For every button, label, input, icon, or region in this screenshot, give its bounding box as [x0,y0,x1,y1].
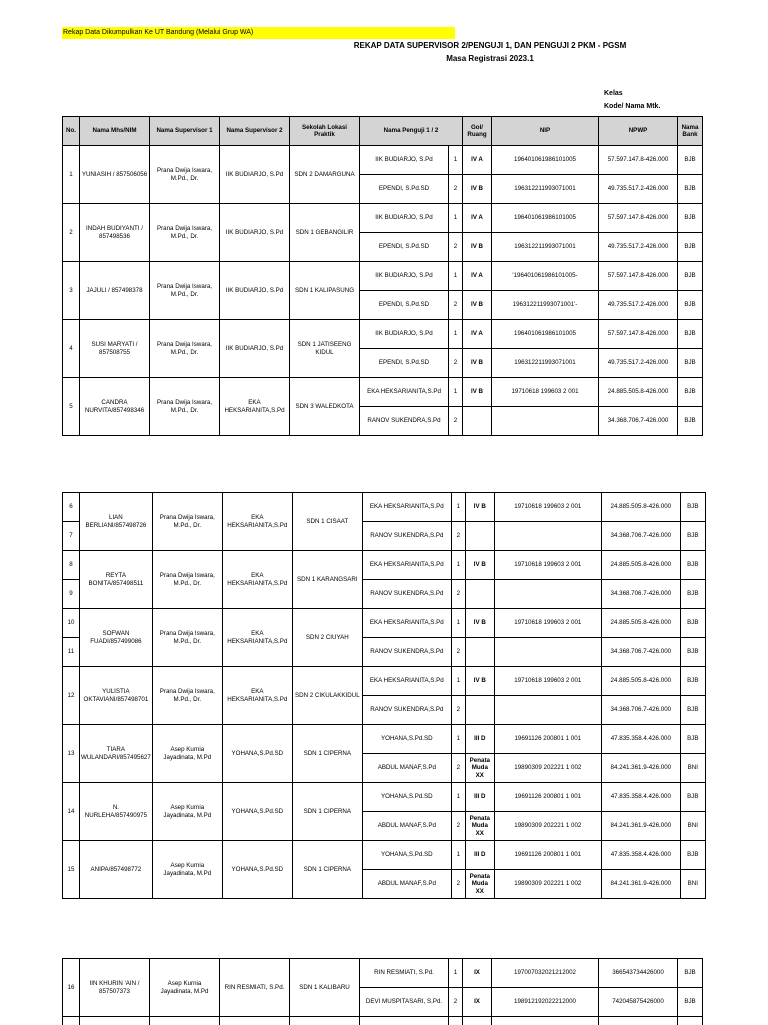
student-name-nim: YUNIASIH / 857506056 [80,146,150,204]
supervisor-1: Prana Dwija Iswara, M.Pd., Dr. [150,378,220,436]
supervisor-1: Asep Kurnia Jayadinata, M.Pd [152,783,222,841]
examiner-name: RANOV SUKENDRA,S.Pd [362,522,451,551]
continued-cell [463,1017,492,1025]
student-no: 10 [63,609,80,638]
examiner-gol [465,696,494,725]
examiner-bank: BJB [678,988,703,1017]
continued-cell [220,1017,290,1025]
examiner-name: ABDUL MANAF,S.Pd [362,754,451,783]
student-name-nim: JAJULI / 857498378 [80,262,150,320]
examiner-bank: BJB [678,320,703,349]
table-row-continued [63,1017,703,1025]
examiner-nip: 19710618 199603 2 001 [494,609,601,638]
examiner-npwp: 24.885.505.8-426.000 [601,551,680,580]
supervisor-2: EKA HEKSARIANITA,S.Pd [222,667,292,725]
examiner-nip: '196401061986101005- [492,262,599,291]
examiner-gol: IV B [465,609,494,638]
supervisor-2: IIK BUDIARJO, S.Pd [220,262,290,320]
examiner-npwp: 84.241.361.9-426.000 [601,812,680,841]
student-name-nim: N. NURLEHA/857490975 [80,783,153,841]
continued-cell [360,1017,449,1025]
examiner-bank: BJB [680,551,705,580]
examiner-name: YOHANA,S.Pd.SD [362,725,451,754]
supervisor-2: EKA HEKSARIANITA,S.Pd [222,493,292,551]
examiner-gol: IV B [463,291,492,320]
kelas-label: Kelas [604,90,623,97]
examiner-npwp: 49.735.517.2-426.000 [599,175,678,204]
examiner-nip [494,696,601,725]
student-name-nim: ANIPA/857498772 [80,841,153,899]
examiner-nip: 19710618 199603 2 001 [492,378,599,407]
table-row [63,378,703,407]
supervisor-2: EKA HEKSARIANITA,S.Pd [222,551,292,609]
table-row [63,493,706,522]
examiner-npwp: 742045875426000 [599,988,678,1017]
examiner-index: 2 [449,988,463,1017]
supervisor-1: Asep Kurnia Jayadinata, M.Pd [152,841,222,899]
student-no: 12 [63,667,80,725]
examiner-npwp: 34.368.706.7-426.000 [601,580,680,609]
student-name-nim: CANDRA NURVITA/857498346 [80,378,150,436]
table-row [63,146,703,175]
examiner-nip [494,580,601,609]
school-location: SDN 1 JATISEENG KIDUL [290,320,360,378]
examiner-npwp: 49.735.517.2-426.000 [599,349,678,378]
examiner-npwp: 24.885.505.8-426.000 [599,378,678,407]
examiner-gol: IV B [465,551,494,580]
supervisor-2: IIK BUDIARJO, S.Pd [220,146,290,204]
supervisor-2: YOHANA,S.Pd.SD [222,783,292,841]
examiner-bank: BNI [680,812,705,841]
student-no: 5 [63,378,80,436]
examiner-bank: BJB [680,841,705,870]
examiner-name: IIK BUDIARJO, S.Pd [360,204,449,233]
examiner-nip: 196312211993071001 [492,233,599,262]
student-name-nim: INDAH BUDIYANTI / 857498536 [80,204,150,262]
header-npwp: NPWP [599,117,678,146]
table-row [63,725,706,754]
student-no: 13 [63,725,80,783]
examiner-bank: BJB [680,667,705,696]
supervisor-1: Prana Dwija Iswara, M.Pd., Dr. [150,204,220,262]
document-title: REKAP DATA SUPERVISOR 2/PENGUJI 1, DAN PENGUJI 2 PKM - PGSM [353,41,627,50]
examiner-gol [465,580,494,609]
examiner-npwp: 49.735.517.2-426.000 [599,233,678,262]
examiner-name: RIN RESMIATI, S.Pd. [360,959,449,988]
examiner-gol: Penata Muda XX [465,812,494,841]
student-name-nim: SOFWAN FUADI/857499086 [80,609,153,667]
examiner-gol [465,522,494,551]
table-row [63,262,703,291]
examiner-name: EPENDI, S.Pd.SD [360,175,449,204]
student-no: 11 [63,638,80,667]
examiner-bank: BJB [680,522,705,551]
examiner-nip [494,522,601,551]
continued-cell [449,1017,463,1025]
examiner-bank: BJB [678,349,703,378]
school-location: SDN 1 KARANGSARI [292,551,362,609]
student-no: 2 [63,204,80,262]
header-examiner: Nama Penguji 1 / 2 [360,117,463,146]
continued-cell [678,1017,703,1025]
examiner-nip: 196312211993071001 [492,175,599,204]
examiner-index: 2 [451,812,465,841]
examiner-nip: 196401061986101005 [492,146,599,175]
student-no: 14 [63,783,80,841]
examiner-index: 1 [451,609,465,638]
examiner-gol: IV A [463,146,492,175]
examiner-bank: BJB [678,233,703,262]
student-name-nim: REYTA BONITA/857498511 [80,551,153,609]
examiner-gol: IV A [463,204,492,233]
examiner-gol: IV B [463,233,492,262]
examiner-name: EKA HEKSARIANITA,S.Pd [362,609,451,638]
supervisor-2: EKA HEKSARIANITA,S.Pd [220,378,290,436]
examiner-npwp: 24.885.505.8-426.000 [601,609,680,638]
table-row [63,204,703,233]
examiner-name: DEVI MUSPITASARI, S.Pd. [360,988,449,1017]
supervisor-2: IIK BUDIARJO, S.Pd [220,320,290,378]
examiner-index: 1 [451,725,465,754]
supervisor-1: Prana Dwija Iswara, M.Pd., Dr. [152,609,222,667]
school-location: SDN 1 KALIBARU [290,959,360,1017]
examiner-gol: III D [465,841,494,870]
examiner-nip: 197007032021212002 [492,959,599,988]
examiner-npwp: 34.368.706.7-426.000 [601,638,680,667]
examiner-gol: Penata Muda XX [465,870,494,899]
examiner-npwp: 47.835.358.4.426.000 [601,841,680,870]
examiner-gol: Penata Muda XX [465,754,494,783]
examiner-index: 1 [449,378,463,407]
examiner-name: RANOV SUKENDRA,S.Pd [362,696,451,725]
examiner-index: 2 [451,696,465,725]
examiner-index: 1 [451,667,465,696]
student-no: 8 [63,551,80,580]
examiner-name: YOHANA,S.Pd.SD [362,841,451,870]
examiner-gol: III D [465,783,494,812]
examiner-name: RANOV SUKENDRA,S.Pd [360,407,449,436]
examiner-bank: BJB [680,638,705,667]
examiner-bank: BNI [680,870,705,899]
examiner-bank: BJB [678,407,703,436]
examiner-nip [492,407,599,436]
examiner-npwp: 57.597.147.8-426.000 [599,262,678,291]
continued-cell [80,1017,150,1025]
header-nip: NIP [492,117,599,146]
examiner-npwp: 34.368.706.7-426.000 [601,522,680,551]
examiner-name: IIK BUDIARJO, S.Pd [360,146,449,175]
table-row [63,959,703,988]
examiner-name: IIK BUDIARJO, S.Pd [360,320,449,349]
header-supervisor-2: Nama Supervisor 2 [220,117,290,146]
school-location: SDN 1 CIPERNA [292,783,362,841]
examiner-name: EPENDI, S.Pd.SD [360,233,449,262]
examiner-nip: 196401061986101005 [492,320,599,349]
header-no: No. [63,117,80,146]
table-row [63,320,703,349]
examiner-npwp: 34.368.706.7-426.000 [601,696,680,725]
supervisor-1: Prana Dwija Iswara, M.Pd., Dr. [150,262,220,320]
table-row [63,551,706,580]
examiner-bank: BJB [680,725,705,754]
examiner-index: 1 [451,841,465,870]
student-name-nim: LIAN BERLIANI/857498726 [80,493,153,551]
school-location: SDN 2 CIUYAH [292,609,362,667]
continued-cell [63,1017,80,1025]
examiner-nip: 19710618 199603 2 001 [494,551,601,580]
collection-note: Rekap Data Dikumpulkan Ke UT Bandung (Melalui Grup WA) [62,27,455,39]
student-no: 4 [63,320,80,378]
examiner-index: 1 [449,262,463,291]
continued-cell [150,1017,220,1025]
examiner-index: 2 [449,233,463,262]
examiner-gol: IV A [463,262,492,291]
examiner-npwp: 84.241.361.9-426.000 [601,754,680,783]
examiner-name: RANOV SUKENDRA,S.Pd [362,638,451,667]
examiner-npwp: 366543734426000 [599,959,678,988]
school-location: SDN 2 CIKULAKKIDUL [292,667,362,725]
student-name-nim: TIARA WULANDARI/857495627 [80,725,153,783]
examiner-npwp: 57.597.147.8-426.000 [599,320,678,349]
table-row [63,609,706,638]
school-location: SDN 1 CIPERNA [292,725,362,783]
school-location: SDN 1 CIPERNA [292,841,362,899]
continued-cell [492,1017,599,1025]
examiner-name: YOHANA,S.Pd.SD [362,783,451,812]
examiner-gol: IV B [463,175,492,204]
examiner-index: 2 [449,175,463,204]
examiner-nip: 19710618 199603 2 001 [494,493,601,522]
examiner-gol: IV B [463,378,492,407]
examiner-name: EPENDI, S.Pd.SD [360,291,449,320]
recap-table-page-2 [62,492,706,899]
examiner-npwp: 34.368.706.7-426.000 [599,407,678,436]
table-header-row [63,117,703,146]
examiner-nip: 19890309 202221 1 002 [494,812,601,841]
examiner-gol: IV B [463,349,492,378]
supervisor-2: EKA HEKSARIANITA,S.Pd [222,609,292,667]
header-supervisor-1: Nama Supervisor 1 [150,117,220,146]
student-name-nim: YULISTIA OKTAVIANI/857498701 [80,667,153,725]
school-location: SDN 2 DAMARGUNA [290,146,360,204]
table-row [63,783,706,812]
examiner-npwp: 24.885.505.8-426.000 [601,667,680,696]
examiner-bank: BJB [680,696,705,725]
student-no: 1 [63,146,80,204]
header-gol: Gol/ Ruang [463,117,492,146]
examiner-name: ABDUL MANAF,S.Pd [362,870,451,899]
continued-cell [290,1017,360,1025]
examiner-index: 1 [449,959,463,988]
supervisor-2: RIN RESMIATI, S.Pd. [220,959,290,1017]
header-school: Sekolah Lokasi Praktik [290,117,360,146]
examiner-name: ABDUL MANAF,S.Pd [362,812,451,841]
examiner-nip: 198912192022212000 [492,988,599,1017]
examiner-npwp: 47.835.358.4.426.000 [601,725,680,754]
continued-cell [599,1017,678,1025]
kode-label: Kode/ Nama Mtk. [604,103,661,110]
examiner-nip: 19691126 200801 1 001 [494,725,601,754]
examiner-name: EKA HEKSARIANITA,S.Pd [362,551,451,580]
examiner-index: 2 [451,754,465,783]
examiner-gol: IV B [465,667,494,696]
examiner-index: 2 [451,870,465,899]
table-row [63,667,706,696]
supervisor-2: YOHANA,S.Pd.SD [222,725,292,783]
supervisor-2: YOHANA,S.Pd.SD [222,841,292,899]
examiner-gol: III D [465,725,494,754]
examiner-name: EKA HEKSARIANITA,S.Pd [362,667,451,696]
student-name-nim: IIN KHURIN 'AIN / 857507373 [80,959,150,1017]
examiner-bank: BJB [678,146,703,175]
examiner-name: EPENDI, S.Pd.SD [360,349,449,378]
examiner-index: 1 [449,320,463,349]
school-location: SDN 1 CISAAT [292,493,362,551]
examiner-name: EKA HEKSARIANITA,S.Pd [360,378,449,407]
examiner-index: 2 [451,638,465,667]
examiner-bank: BJB [678,959,703,988]
examiner-index: 2 [449,407,463,436]
examiner-npwp: 57.597.147.8-426.000 [599,146,678,175]
examiner-gol: IX [463,959,492,988]
examiner-index: 1 [451,493,465,522]
examiner-bank: BJB [680,580,705,609]
recap-table-page-1 [62,116,703,436]
examiner-name: IIK BUDIARJO, S.Pd [360,262,449,291]
student-name-nim: SUSI MARYATI / 857508755 [80,320,150,378]
examiner-index: 1 [449,146,463,175]
examiner-index: 2 [451,522,465,551]
student-no: 9 [63,580,80,609]
examiner-npwp: 47.835.358.4.426.000 [601,783,680,812]
examiner-bank: BJB [678,262,703,291]
examiner-bank: BJB [680,493,705,522]
examiner-bank: BJB [678,378,703,407]
examiner-bank: BNI [680,754,705,783]
school-location: SDN 3 WALEDKOTA [290,378,360,436]
examiner-nip: 19890309 202221 1 002 [494,754,601,783]
supervisor-1: Prana Dwija Iswara, M.Pd., Dr. [152,493,222,551]
school-location: SDN 1 GEBANGILIR [290,204,360,262]
examiner-index: 2 [449,349,463,378]
recap-table-page-3 [62,958,703,1025]
examiner-bank: BJB [680,783,705,812]
examiner-gol: IV B [465,493,494,522]
examiner-index: 1 [451,551,465,580]
examiner-gol [463,407,492,436]
examiner-nip: 19890309 202221 1 002 [494,870,601,899]
school-location: SDN 1 KALIPASUNG [290,262,360,320]
examiner-nip: 196312211993071001 [492,349,599,378]
examiner-index: 2 [451,580,465,609]
examiner-gol: IX [463,988,492,1017]
student-no: 3 [63,262,80,320]
examiner-nip: 19710618 199603 2 001 [494,667,601,696]
header-bank: Nama Bank [678,117,703,146]
examiner-bank: BJB [678,291,703,320]
student-no: 15 [63,841,80,899]
examiner-npwp: 84.241.361.9-426.000 [601,870,680,899]
header-student: Nama Mhs/NIM [80,117,150,146]
student-no: 16 [63,959,80,1017]
examiner-gol [465,638,494,667]
examiner-npwp: 24.885.505.8-426.000 [601,493,680,522]
examiner-index: 1 [451,783,465,812]
supervisor-1: Prana Dwija Iswara, M.Pd., Dr. [150,146,220,204]
supervisor-1: Prana Dwija Iswara, M.Pd., Dr. [150,320,220,378]
examiner-name: EKA HEKSARIANITA,S.Pd [362,493,451,522]
examiner-nip: 196401061986101005 [492,204,599,233]
supervisor-1: Asep Kurnia Jayadinata, M.Pd [150,959,220,1017]
examiner-bank: BJB [678,204,703,233]
examiner-gol: IV A [463,320,492,349]
examiner-nip: 19691126 200801 1 001 [494,783,601,812]
student-no: 6 [63,493,80,522]
supervisor-1: Prana Dwija Iswara, M.Pd., Dr. [152,667,222,725]
examiner-index: 2 [449,291,463,320]
examiner-npwp: 49.735.517.2-426.000 [599,291,678,320]
examiner-index: 1 [449,204,463,233]
examiner-bank: BJB [678,175,703,204]
examiner-name: RANOV SUKENDRA,S.Pd [362,580,451,609]
examiner-nip [494,638,601,667]
supervisor-1: Prana Dwija Iswara, M.Pd., Dr. [152,551,222,609]
examiner-npwp: 57.597.147.8-426.000 [599,204,678,233]
examiner-nip: 196312211993071001'- [492,291,599,320]
supervisor-1: Asep Kurnia Jayadinata, M.Pd [152,725,222,783]
supervisor-2: IIK BUDIARJO, S.Pd [220,204,290,262]
student-no: 7 [63,522,80,551]
table-row [63,841,706,870]
examiner-nip: 19691126 200801 1 001 [494,841,601,870]
document-subtitle: Masa Registrasi 2023.1 [446,54,534,63]
examiner-bank: BJB [680,609,705,638]
